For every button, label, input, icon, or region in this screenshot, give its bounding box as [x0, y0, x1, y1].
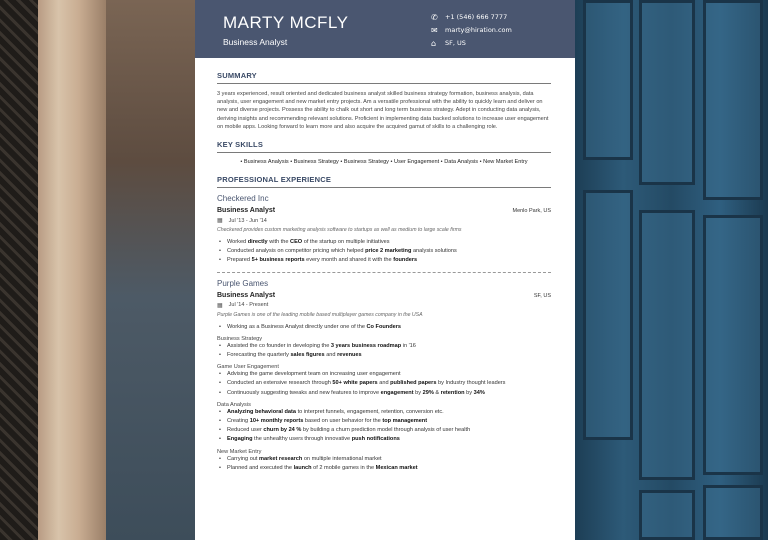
job-bullets	[217, 238, 551, 266]
resume-header	[195, 0, 575, 58]
job-bullets	[217, 323, 551, 332]
job-bullets	[217, 408, 551, 445]
dates-text: Jul '13 - Jun '14	[228, 217, 267, 224]
dates-text: Jul '14 - Present	[228, 302, 269, 309]
subsection-heading: Business Strategy	[217, 335, 263, 342]
job-bullets	[217, 342, 551, 360]
job-location: Menlo Park, US	[512, 208, 551, 215]
list-item: • Conducted analysis on competitor pricing which helped price 2 marketing analysis solutions	[217, 247, 551, 256]
home-icon: ⌂	[431, 39, 437, 48]
subsection-heading: New Market Entry	[217, 448, 262, 455]
email-text: marty@hiration.com	[445, 26, 512, 34]
list-item: • Assisted the co founder in developing the 3 years business roadmap in '16	[217, 342, 551, 351]
company-name: Checkered Inc	[217, 194, 269, 204]
list-item: • Carrying out market research on multiple international market	[217, 455, 551, 464]
calendar-icon: ▦	[217, 218, 223, 225]
subsection-heading: Game User Engagement	[217, 364, 279, 371]
summary-text: 3 years experienced, result oriented and dedicated business analyst skilled business strategy formation, business analysis, data analysis, user engagement and new market entry projects. Am a versatile professional with the ability to quickly learn and deliver on new and diverse projects. Possess the ability to chalk out short and long term business strategy. Adept in conducting data analysis, deriving insights and recommending relevant solutions. Proficient in implementing data backed solutions to increase user engagement on mobile apps. Looking forward to learn more and also acquire the acquired gamut of skills to a challenging role.	[217, 91, 549, 130]
weathered-wall	[106, 0, 195, 540]
contact-email	[431, 24, 512, 37]
job-dates	[217, 302, 551, 309]
job-divider	[217, 272, 551, 273]
experience-heading: PROFESSIONAL EXPERIENCE	[217, 175, 551, 188]
list-item: • Creating 10+ monthly reports based on user behavior for the top management	[217, 417, 551, 426]
list-item: • Prepared 5+ business reports every month and shared it with the founders	[217, 256, 551, 265]
calendar-icon: ▦	[217, 302, 223, 309]
location-text: SF, US	[445, 39, 466, 47]
list-item: • Analyzing behavioral data to interpret funnels, engagement, retention, conversion etc.	[217, 408, 551, 417]
job-title: Business Analyst	[217, 207, 276, 215]
stone-pillar	[38, 0, 106, 540]
phone-icon: ✆	[431, 13, 438, 22]
list-item: • Forecasting the quarterly sales figures and revenues	[217, 351, 551, 360]
candidate-name: MARTY MCFLY	[223, 13, 349, 32]
job-header	[217, 292, 551, 299]
job-bullets	[217, 370, 551, 398]
iron-grate	[0, 0, 38, 540]
background-blue-doors	[575, 0, 768, 540]
resume-page	[195, 0, 575, 540]
contact-phone	[431, 11, 512, 24]
list-item: • Working as a Business Analyst directly under one of the Co Founders	[217, 323, 551, 332]
job-bullets	[217, 455, 551, 473]
resume-body	[195, 58, 575, 473]
candidate-role: Business Analyst	[223, 37, 288, 47]
job-dates	[217, 217, 551, 224]
company-description: Purple Games is one of the leading mobile based multiplayer games company in the USA	[217, 311, 423, 318]
email-icon: ✉	[431, 26, 438, 35]
phone-text: +1 (546) 666 7777	[445, 13, 508, 21]
list-item: • Reduced user churn by 24 % by building a churn prediction model through analysis of user health	[217, 426, 551, 435]
job-header	[217, 207, 551, 214]
list-item: • Continuously suggesting tweaks and new features to improve engagement by 29% & retention by 34%	[217, 389, 551, 398]
job-title: Business Analyst	[217, 291, 276, 299]
company-description: Checkered provides custom marketing analysis software to startups as well as medium to large scale firms	[217, 227, 462, 234]
summary-heading: SUMMARY	[217, 71, 551, 84]
company-name: Purple Games	[217, 278, 269, 288]
contact-block	[431, 11, 512, 50]
list-item: • Planned and executed the launch of 2 mobile games in the Mexican market	[217, 464, 551, 473]
subsection-heading: Data Analysis	[217, 401, 251, 408]
skills-list: • Business Analysis • Business Strategy • Business Strategy • User Engagement • Data Analysis • New Market Entry	[240, 159, 528, 166]
list-item: • Advising the game development team on increasing user engagement	[217, 370, 551, 379]
skills-heading: KEY SKILLS	[217, 140, 551, 153]
list-item: • Worked directly with the CEO of the startup on multiple initiatives	[217, 238, 551, 247]
list-item: • Engaging the unhealthy users through innovative push notifications	[217, 435, 551, 444]
job-location: SF, US	[533, 292, 551, 299]
background-wall	[0, 0, 195, 540]
list-item: • Conducted an extensive research through 50+ white papers and published papers by Industry thought leaders	[217, 379, 551, 388]
contact-location	[431, 37, 512, 50]
